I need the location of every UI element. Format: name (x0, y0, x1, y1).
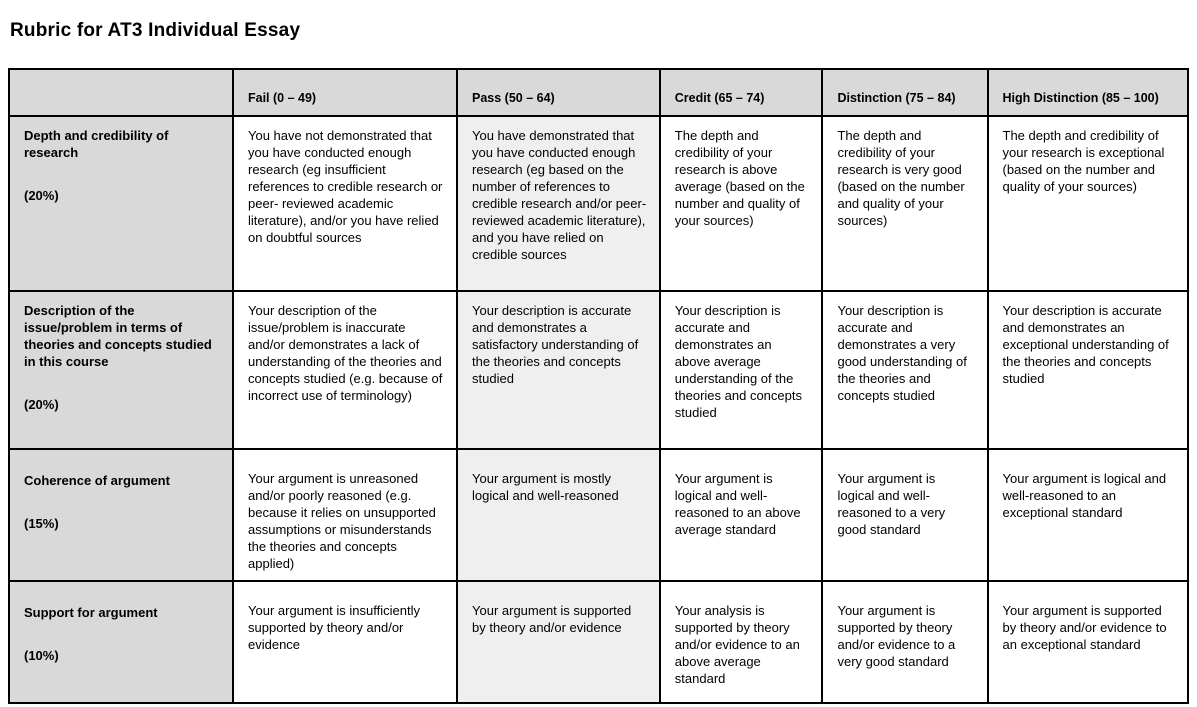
cell-credit: Your argument is logical and well-reasoned to an above average standard (660, 449, 823, 581)
cell-distinction: Your argument is supported by theory and/or evidence to a very good standard (822, 581, 987, 703)
criterion-cell (9, 291, 233, 449)
cell-fail: Your description of the issue/problem is inaccurate and/or demonstrates a lack of understanding of the theories and concepts studied (e.g. because of incorrect use of terminology) (233, 291, 457, 449)
cell-high-distinction: Your description is accurate and demonstrates an exceptional understanding of the theories and concepts studied (988, 291, 1188, 449)
cell-fail: Your argument is insufficiently supported by theory and/or evidence (233, 581, 457, 703)
rubric-table (8, 68, 1189, 704)
criterion-name: Coherence of argument (24, 473, 170, 488)
criterion-cell (9, 581, 233, 703)
header-cell-fail: Fail (0 – 49) (233, 69, 457, 116)
cell-high-distinction: Your argument is supported by theory and/or evidence to an exceptional standard (988, 581, 1188, 703)
cell-distinction: Your description is accurate and demonstrates a very good understanding of the theories and concepts studied (822, 291, 987, 449)
rubric-header-row (9, 69, 1188, 116)
cell-pass: Your argument is mostly logical and well-reasoned (457, 449, 660, 581)
criterion-weight: (15%) (24, 516, 59, 531)
cell-pass: Your description is accurate and demonstrates a satisfactory understanding of the theories and concepts studied (457, 291, 660, 449)
header-cell-pass: Pass (50 – 64) (457, 69, 660, 116)
cell-fail: Your argument is unreasoned and/or poorly reasoned (e.g. because it relies on unsupported assumptions or misunderstands the theories and concepts applied) (233, 449, 457, 581)
header-cell-credit: Credit (65 – 74) (660, 69, 823, 116)
rubric-row-depth-and-credibility (9, 116, 1188, 291)
criterion-name: Depth and credibility of research (24, 128, 169, 160)
criterion-weight: (20%) (24, 188, 59, 203)
criterion-cell (9, 449, 233, 581)
cell-pass: You have demonstrated that you have conducted enough research (eg based on the number of references to credible research and/or peer-reviewed academic literature), and you have relied on credible sources (457, 116, 660, 291)
rubric-row-description-of-issue (9, 291, 1188, 449)
header-cell-criteria (9, 69, 233, 116)
rubric-row-support-for-argument (9, 581, 1188, 703)
cell-credit: Your description is accurate and demonstrates an above average understanding of the theories and concepts studied (660, 291, 823, 449)
criterion-name: Support for argument (24, 605, 158, 620)
cell-pass: Your argument is supported by theory and/or evidence (457, 581, 660, 703)
criterion-weight: (20%) (24, 397, 59, 412)
cell-high-distinction: The depth and credibility of your research is exceptional (based on the number and quality of your sources) (988, 116, 1188, 291)
header-cell-high-distinction: High Distinction (85 – 100) (988, 69, 1188, 116)
criterion-cell (9, 116, 233, 291)
rubric-row-coherence-of-argument (9, 449, 1188, 581)
cell-distinction: Your argument is logical and well-reasoned to a very good standard (822, 449, 987, 581)
page-title: Rubric for AT3 Individual Essay (10, 20, 301, 41)
criterion-weight: (10%) (24, 648, 59, 663)
cell-credit: Your analysis is supported by theory and/or evidence to an above average standard (660, 581, 823, 703)
cell-fail: You have not demonstrated that you have conducted enough research (eg insufficient references to credible research or peer- reviewed academic literature), and/or you have relied on doubtful sources (233, 116, 457, 291)
header-cell-distinction: Distinction (75 – 84) (822, 69, 987, 116)
criterion-name: Description of the issue/problem in terms of theories and concepts studied in this course (24, 303, 212, 369)
cell-distinction: The depth and credibility of your research is very good (based on the number and quality of your sources) (822, 116, 987, 291)
cell-credit: The depth and credibility of your research is above average (based on the number and quality of your sources) (660, 116, 823, 291)
cell-high-distinction: Your argument is logical and well-reasoned to an exceptional standard (988, 449, 1188, 581)
